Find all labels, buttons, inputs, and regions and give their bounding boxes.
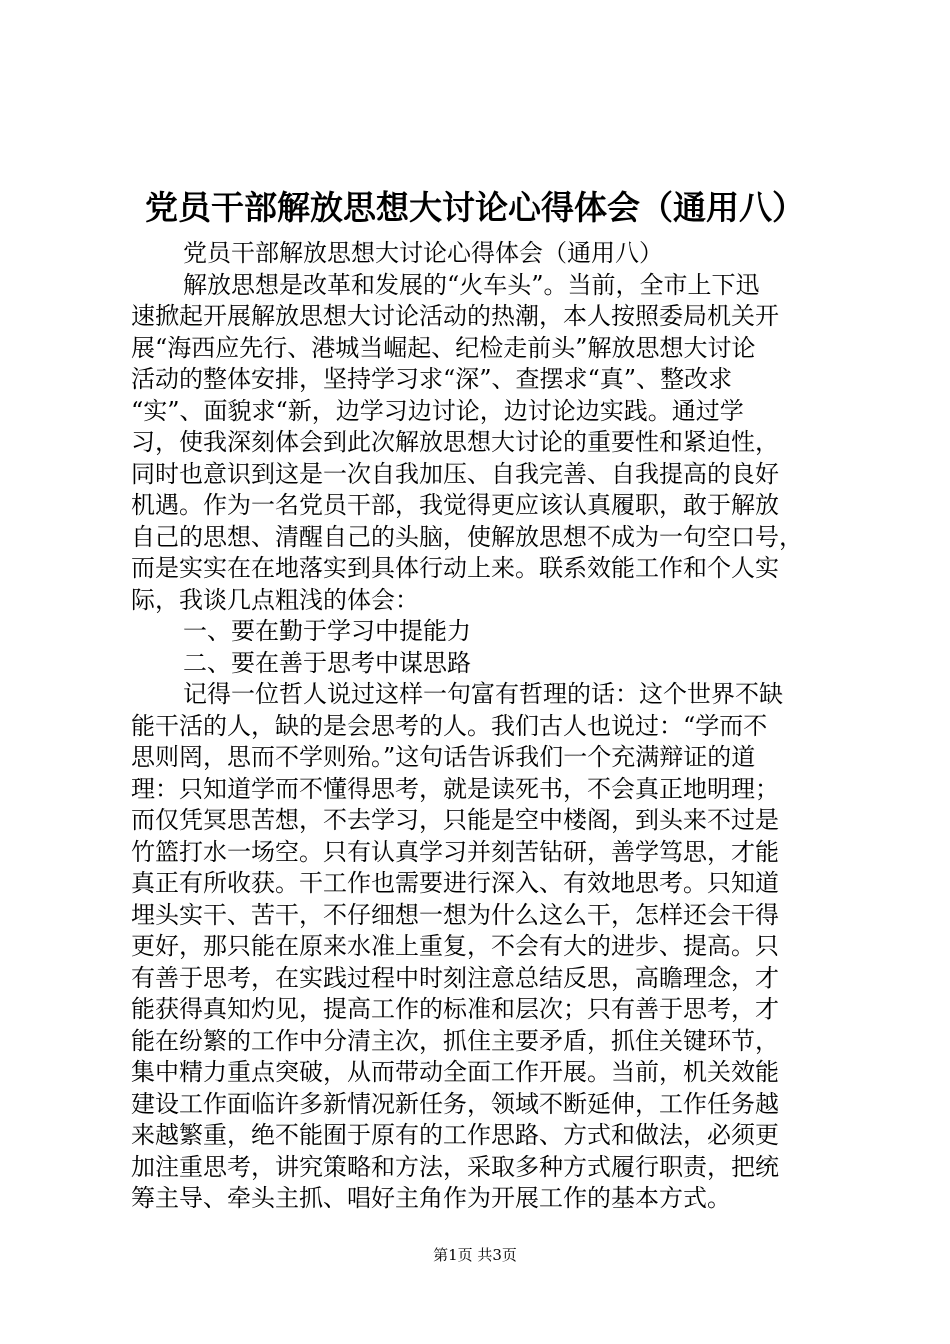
paragraph-line: 记得一位哲人说过这样一句富有哲理的话：这个世界不缺 (183, 680, 783, 708)
paragraph-line: 理：只知道学而不懂得思考，就是读死书，不会真正地明理； (131, 774, 779, 803)
paragraph-line: 机遇。作为一名党员干部，我觉得更应该认真履职，敢于解放 (131, 491, 779, 519)
paragraph-line: 建设工作面临许多新情况新任务，领域不断延伸，工作任务越 (131, 1089, 779, 1118)
paragraph-line: 筹主导、牵头主抓、唱好主角作为开展工作的基本方式。 (131, 1184, 731, 1212)
paragraph-line: “实”、面貌求“新，边学习边讨论，边讨论边实践。通过学 (131, 396, 744, 425)
document-title: 党员干部解放思想大讨论心得体会（通用八） (145, 188, 805, 227)
paragraph-line: 而仅凭冥思苦想，不去学习，只能是空中楼阁，到头来不过是 (131, 806, 779, 834)
paragraph-line: 来越繁重，绝不能囿于原有的工作思路、方式和做法，必须更 (131, 1121, 779, 1149)
paragraph-line: 自己的思想、清醒自己的头脑，使解放思想不成为一句空口号， (131, 522, 803, 551)
paragraph-line: 有善于思考，在实践过程中时刻注意总结反思，高瞻理念，才 (131, 963, 779, 992)
paragraph-line: 展“海西应先行、港城当崛起、纪检走前头”解放思想大讨论 (131, 333, 756, 362)
paragraph-line: 能干活的人，缺的是会思考的人。我们古人也说过：“学而不 (131, 711, 768, 740)
paragraph-line: 埋头实干、苦干，不仔细想一想为什么这么干，怎样还会干得 (131, 900, 779, 929)
section-heading: 二、要在善于思考中谋思路 (183, 648, 471, 677)
paragraph-line: 思则罔，思而不学则殆。”这句话告诉我们一个充满辩证的道 (131, 743, 756, 771)
paragraph-line: 而是实实在在地落实到具体行动上来。联系效能工作和个人实 (131, 554, 779, 582)
paragraph-line: 党员干部解放思想大讨论心得体会（通用八） (183, 239, 663, 267)
paragraph-line: 活动的整体安排，坚持学习求“深”、查摆求“真”、整改求 (131, 365, 733, 393)
paragraph-line: 速掀起开展解放思想大讨论活动的热潮，本人按照委局机关开 (131, 302, 779, 330)
paragraph-line: 能获得真知灼见，提高工作的标准和层次；只有善于思考，才 (131, 995, 779, 1023)
page-number-footer: 第1页 共3页 (433, 1246, 517, 1264)
paragraph-line: 能在纷繁的工作中分清主次，抓住主要矛盾，抓住关键环节， (131, 1026, 779, 1055)
paragraph-line: 集中精力重点突破，从而带动全面工作开展。当前，机关效能 (131, 1058, 779, 1086)
paragraph-line: 更好，那只能在原来水准上重复，不会有大的进步、提高。只 (131, 932, 779, 960)
paragraph-line: 加注重思考，讲究策略和方法，采取多种方式履行职责，把统 (131, 1152, 779, 1181)
section-heading: 一、要在勤于学习中提能力 (183, 617, 471, 645)
paragraph-line: 同时也意识到这是一次自我加压、自我完善、自我提高的良好 (131, 459, 779, 488)
paragraph-line: 习，使我深刻体会到此次解放思想大讨论的重要性和紧迫性， (131, 428, 779, 456)
paragraph-line: 解放思想是改革和发展的“火车头”。当前，全市上下迅 (183, 270, 760, 299)
document-body (131, 238, 831, 1215)
paragraph-line: 际，我谈几点粗浅的体会： (131, 585, 419, 614)
paragraph-line: 真正有所收获。干工作也需要进行深入、有效地思考。只知道 (131, 869, 779, 897)
paragraph-line: 竹篮打水一场空。只有认真学习并刻苦钻研，善学笃思，才能 (131, 837, 779, 866)
